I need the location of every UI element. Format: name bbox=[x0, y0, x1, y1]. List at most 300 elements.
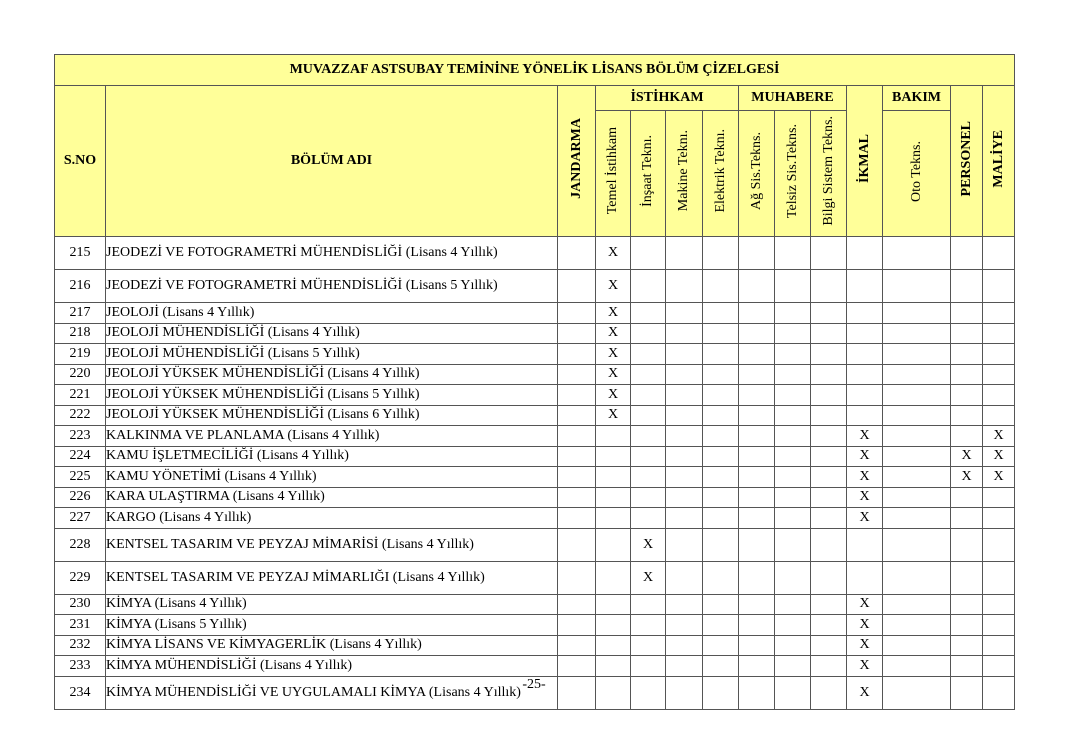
mark-cell bbox=[631, 303, 666, 324]
header-temel-istihkam bbox=[596, 111, 631, 237]
mark-cell bbox=[775, 344, 811, 365]
mark-cell bbox=[558, 594, 596, 615]
mark-cell bbox=[558, 426, 596, 447]
header-sno: S.NO bbox=[55, 86, 106, 237]
table-row bbox=[55, 635, 1015, 656]
mark-cell bbox=[847, 528, 883, 561]
row-number: 222 bbox=[55, 405, 106, 426]
mark-cell bbox=[703, 594, 739, 615]
mark-cell bbox=[883, 385, 951, 406]
mark-cell bbox=[703, 303, 739, 324]
mark-cell bbox=[739, 656, 775, 677]
mark-cell bbox=[951, 656, 983, 677]
mark-cell bbox=[983, 270, 1015, 303]
mark-cell bbox=[811, 364, 847, 385]
row-number: 220 bbox=[55, 364, 106, 385]
mark-cell bbox=[739, 446, 775, 467]
mark-cell bbox=[775, 385, 811, 406]
table-row bbox=[55, 237, 1015, 270]
mark-cell bbox=[666, 303, 703, 324]
mark-cell: X bbox=[951, 446, 983, 467]
mark-cell bbox=[811, 528, 847, 561]
row-number: 215 bbox=[55, 237, 106, 270]
mark-cell bbox=[666, 594, 703, 615]
header-ag-label: Ağ Sis.Tekns. bbox=[748, 132, 764, 210]
row-number: 231 bbox=[55, 615, 106, 636]
header-ikmal bbox=[847, 86, 883, 237]
mark-cell bbox=[883, 594, 951, 615]
table-row bbox=[55, 426, 1015, 447]
mark-cell bbox=[558, 635, 596, 656]
table-row bbox=[55, 270, 1015, 303]
mark-cell bbox=[883, 344, 951, 365]
mark-cell bbox=[811, 405, 847, 426]
mark-cell bbox=[739, 615, 775, 636]
mark-cell: X bbox=[631, 528, 666, 561]
header-muhabere: MUHABERE bbox=[739, 86, 847, 111]
mark-cell bbox=[883, 303, 951, 324]
department-name: JEODEZİ VE FOTOGRAMETRİ MÜHENDİSLİĞİ (Lisans 4 Yıllık) bbox=[106, 237, 558, 270]
mark-cell bbox=[596, 426, 631, 447]
department-name: JEOLOJİ YÜKSEK MÜHENDİSLİĞİ (Lisans 4 Yıllık) bbox=[106, 364, 558, 385]
mark-cell: X bbox=[596, 344, 631, 365]
mark-cell: X bbox=[983, 446, 1015, 467]
mark-cell bbox=[739, 344, 775, 365]
mark-cell bbox=[883, 656, 951, 677]
mark-cell bbox=[951, 364, 983, 385]
table-row bbox=[55, 364, 1015, 385]
mark-cell bbox=[666, 405, 703, 426]
mark-cell bbox=[775, 303, 811, 324]
row-number: 226 bbox=[55, 487, 106, 508]
mark-cell bbox=[983, 364, 1015, 385]
mark-cell: X bbox=[847, 487, 883, 508]
header-personel bbox=[951, 86, 983, 237]
row-number: 219 bbox=[55, 344, 106, 365]
mark-cell bbox=[666, 344, 703, 365]
mark-cell bbox=[703, 405, 739, 426]
lisans-bolum-table bbox=[54, 54, 1015, 710]
header-elektrik-label: Elektrik Teknı. bbox=[712, 129, 728, 213]
mark-cell bbox=[558, 237, 596, 270]
mark-cell bbox=[951, 323, 983, 344]
mark-cell bbox=[631, 508, 666, 529]
row-number: 218 bbox=[55, 323, 106, 344]
table-row bbox=[55, 446, 1015, 467]
header-personel-label: PERSONEL bbox=[958, 120, 974, 197]
mark-cell bbox=[811, 508, 847, 529]
department-name: JEOLOJİ MÜHENDİSLİĞİ (Lisans 4 Yıllık) bbox=[106, 323, 558, 344]
mark-cell bbox=[666, 426, 703, 447]
mark-cell bbox=[631, 426, 666, 447]
mark-cell: X bbox=[847, 508, 883, 529]
mark-cell bbox=[631, 467, 666, 488]
header-insaat bbox=[631, 111, 666, 237]
mark-cell bbox=[739, 561, 775, 594]
row-number: 232 bbox=[55, 635, 106, 656]
mark-cell bbox=[703, 635, 739, 656]
mark-cell bbox=[558, 487, 596, 508]
mark-cell bbox=[558, 364, 596, 385]
header-elektrik bbox=[703, 111, 739, 237]
mark-cell bbox=[847, 364, 883, 385]
mark-cell: X bbox=[596, 405, 631, 426]
row-number: 217 bbox=[55, 303, 106, 324]
mark-cell bbox=[631, 594, 666, 615]
header-temel-istihkam-label: Temel İstihkam bbox=[605, 127, 620, 215]
department-name: KENTSEL TASARIM VE PEYZAJ MİMARİSİ (Lisans 4 Yıllık) bbox=[106, 528, 558, 561]
row-number: 224 bbox=[55, 446, 106, 467]
row-number: 223 bbox=[55, 426, 106, 447]
mark-cell bbox=[775, 237, 811, 270]
mark-cell bbox=[666, 237, 703, 270]
header-oto bbox=[883, 111, 951, 237]
mark-cell bbox=[666, 446, 703, 467]
mark-cell bbox=[558, 615, 596, 636]
mark-cell bbox=[775, 446, 811, 467]
mark-cell bbox=[983, 237, 1015, 270]
mark-cell bbox=[883, 615, 951, 636]
row-number: 229 bbox=[55, 561, 106, 594]
mark-cell bbox=[631, 323, 666, 344]
mark-cell bbox=[739, 467, 775, 488]
header-oto-label: Oto Tekns. bbox=[908, 140, 924, 202]
mark-cell bbox=[847, 303, 883, 324]
mark-cell bbox=[983, 487, 1015, 508]
mark-cell bbox=[883, 467, 951, 488]
mark-cell: X bbox=[847, 676, 883, 709]
mark-cell bbox=[666, 467, 703, 488]
department-name: KARA ULAŞTIRMA (Lisans 4 Yıllık) bbox=[106, 487, 558, 508]
table-body bbox=[55, 237, 1015, 710]
mark-cell bbox=[703, 615, 739, 636]
mark-cell bbox=[558, 385, 596, 406]
mark-cell: X bbox=[847, 656, 883, 677]
mark-cell: X bbox=[596, 270, 631, 303]
mark-cell bbox=[983, 635, 1015, 656]
row-number: 227 bbox=[55, 508, 106, 529]
header-bakim: BAKIM bbox=[883, 86, 951, 111]
mark-cell bbox=[983, 615, 1015, 636]
mark-cell: X bbox=[983, 467, 1015, 488]
mark-cell bbox=[703, 528, 739, 561]
mark-cell bbox=[739, 385, 775, 406]
mark-cell bbox=[951, 508, 983, 529]
mark-cell: X bbox=[847, 446, 883, 467]
mark-cell bbox=[558, 528, 596, 561]
mark-cell bbox=[666, 656, 703, 677]
mark-cell bbox=[883, 487, 951, 508]
mark-cell bbox=[951, 270, 983, 303]
mark-cell bbox=[666, 508, 703, 529]
mark-cell bbox=[951, 426, 983, 447]
mark-cell bbox=[983, 385, 1015, 406]
mark-cell bbox=[703, 446, 739, 467]
row-number: 228 bbox=[55, 528, 106, 561]
mark-cell bbox=[703, 656, 739, 677]
table-row bbox=[55, 303, 1015, 324]
mark-cell bbox=[983, 594, 1015, 615]
mark-cell bbox=[951, 561, 983, 594]
mark-cell bbox=[951, 385, 983, 406]
header-bolum-adi: BÖLÜM ADI bbox=[106, 86, 558, 237]
table-title: MUVAZZAF ASTSUBAY TEMİNİNE YÖNELİK LİSANS BÖLÜM ÇİZELGESİ bbox=[55, 55, 1015, 86]
mark-cell bbox=[811, 594, 847, 615]
table-row bbox=[55, 323, 1015, 344]
mark-cell bbox=[703, 385, 739, 406]
mark-cell bbox=[596, 508, 631, 529]
mark-cell bbox=[558, 467, 596, 488]
mark-cell bbox=[703, 426, 739, 447]
mark-cell bbox=[811, 237, 847, 270]
header-jandarma-label: JANDARMA bbox=[568, 118, 584, 199]
mark-cell bbox=[666, 528, 703, 561]
header-ag bbox=[739, 111, 775, 237]
mark-cell bbox=[631, 446, 666, 467]
mark-cell bbox=[811, 446, 847, 467]
mark-cell bbox=[739, 594, 775, 615]
mark-cell bbox=[983, 561, 1015, 594]
row-number: 221 bbox=[55, 385, 106, 406]
mark-cell bbox=[596, 528, 631, 561]
mark-cell bbox=[631, 635, 666, 656]
mark-cell bbox=[739, 487, 775, 508]
mark-cell bbox=[775, 405, 811, 426]
mark-cell bbox=[739, 635, 775, 656]
table-row bbox=[55, 508, 1015, 529]
mark-cell bbox=[775, 323, 811, 344]
mark-cell bbox=[811, 270, 847, 303]
mark-cell bbox=[983, 528, 1015, 561]
mark-cell bbox=[883, 237, 951, 270]
mark-cell bbox=[775, 364, 811, 385]
mark-cell bbox=[775, 561, 811, 594]
mark-cell bbox=[847, 270, 883, 303]
mark-cell bbox=[811, 656, 847, 677]
mark-cell bbox=[811, 303, 847, 324]
table-row bbox=[55, 615, 1015, 636]
mark-cell bbox=[811, 323, 847, 344]
header-maliye bbox=[983, 86, 1015, 237]
mark-cell bbox=[666, 487, 703, 508]
mark-cell bbox=[739, 426, 775, 447]
mark-cell bbox=[596, 635, 631, 656]
mark-cell bbox=[596, 656, 631, 677]
mark-cell bbox=[703, 237, 739, 270]
mark-cell bbox=[883, 323, 951, 344]
header-telsiz-label: Telsiz Sis.Tekns. bbox=[784, 123, 800, 219]
mark-cell bbox=[558, 344, 596, 365]
mark-cell bbox=[739, 528, 775, 561]
table-row bbox=[55, 344, 1015, 365]
mark-cell bbox=[983, 508, 1015, 529]
mark-cell: X bbox=[847, 615, 883, 636]
header-jandarma bbox=[558, 86, 596, 237]
mark-cell bbox=[951, 237, 983, 270]
department-name: JEOLOJİ YÜKSEK MÜHENDİSLİĞİ (Lisans 5 Yıllık) bbox=[106, 385, 558, 406]
mark-cell bbox=[883, 508, 951, 529]
mark-cell bbox=[983, 303, 1015, 324]
row-number: 230 bbox=[55, 594, 106, 615]
department-name: JEOLOJİ (Lisans 4 Yıllık) bbox=[106, 303, 558, 324]
table-row bbox=[55, 656, 1015, 677]
mark-cell bbox=[666, 323, 703, 344]
mark-cell bbox=[811, 635, 847, 656]
mark-cell bbox=[558, 323, 596, 344]
mark-cell bbox=[811, 615, 847, 636]
row-number: 233 bbox=[55, 656, 106, 677]
mark-cell bbox=[739, 270, 775, 303]
mark-cell bbox=[631, 405, 666, 426]
mark-cell bbox=[703, 323, 739, 344]
row-number: 234 bbox=[55, 676, 106, 709]
mark-cell bbox=[558, 446, 596, 467]
department-name: KENTSEL TASARIM VE PEYZAJ MİMARLIĞI (Lisans 4 Yıllık) bbox=[106, 561, 558, 594]
mark-cell: X bbox=[951, 467, 983, 488]
department-name: JEOLOJİ MÜHENDİSLİĞİ (Lisans 5 Yıllık) bbox=[106, 344, 558, 365]
department-name: KAMU İŞLETMECİLİĞİ (Lisans 4 Yıllık) bbox=[106, 446, 558, 467]
row-number: 216 bbox=[55, 270, 106, 303]
mark-cell bbox=[703, 561, 739, 594]
mark-cell bbox=[883, 446, 951, 467]
mark-cell: X bbox=[596, 303, 631, 324]
mark-cell bbox=[558, 508, 596, 529]
mark-cell bbox=[558, 270, 596, 303]
mark-cell bbox=[811, 561, 847, 594]
mark-cell bbox=[951, 344, 983, 365]
department-name: KAMU YÖNETİMİ (Lisans 4 Yıllık) bbox=[106, 467, 558, 488]
mark-cell bbox=[596, 467, 631, 488]
mark-cell bbox=[847, 405, 883, 426]
mark-cell bbox=[739, 364, 775, 385]
mark-cell bbox=[983, 656, 1015, 677]
mark-cell bbox=[951, 405, 983, 426]
department-name: KİMYA MÜHENDİSLİĞİ (Lisans 4 Yıllık) bbox=[106, 656, 558, 677]
header-bilgi-label: Bilgi Sistem Tekns. bbox=[820, 116, 836, 226]
mark-cell bbox=[739, 303, 775, 324]
mark-cell bbox=[983, 344, 1015, 365]
mark-cell bbox=[847, 323, 883, 344]
mark-cell bbox=[775, 270, 811, 303]
mark-cell: X bbox=[983, 426, 1015, 447]
mark-cell bbox=[951, 635, 983, 656]
mark-cell bbox=[631, 270, 666, 303]
mark-cell bbox=[951, 615, 983, 636]
department-name: KİMYA (Lisans 4 Yıllık) bbox=[106, 594, 558, 615]
mark-cell bbox=[951, 303, 983, 324]
department-name: KARGO (Lisans 4 Yıllık) bbox=[106, 508, 558, 529]
row-number: 225 bbox=[55, 467, 106, 488]
mark-cell bbox=[703, 270, 739, 303]
mark-cell bbox=[666, 561, 703, 594]
mark-cell bbox=[596, 615, 631, 636]
mark-cell bbox=[811, 344, 847, 365]
table-row bbox=[55, 561, 1015, 594]
header-ikmal-label: İKMAL bbox=[856, 134, 872, 183]
mark-cell: X bbox=[596, 385, 631, 406]
table-row bbox=[55, 594, 1015, 615]
mark-cell bbox=[666, 615, 703, 636]
mark-cell bbox=[847, 344, 883, 365]
mark-cell bbox=[883, 426, 951, 447]
mark-cell bbox=[775, 528, 811, 561]
mark-cell bbox=[951, 594, 983, 615]
mark-cell bbox=[596, 446, 631, 467]
mark-cell bbox=[631, 364, 666, 385]
header-insaat-label: İnşaat Teknı. bbox=[640, 135, 655, 207]
table-row bbox=[55, 385, 1015, 406]
mark-cell bbox=[847, 561, 883, 594]
header-istihkam: İSTİHKAM bbox=[596, 86, 739, 111]
mark-cell bbox=[847, 385, 883, 406]
header-makine bbox=[666, 111, 703, 237]
table-row bbox=[55, 528, 1015, 561]
mark-cell bbox=[775, 467, 811, 488]
mark-cell bbox=[775, 487, 811, 508]
mark-cell bbox=[983, 323, 1015, 344]
mark-cell bbox=[951, 528, 983, 561]
mark-cell bbox=[596, 561, 631, 594]
mark-cell bbox=[775, 656, 811, 677]
mark-cell bbox=[666, 385, 703, 406]
mark-cell bbox=[558, 303, 596, 324]
mark-cell bbox=[775, 508, 811, 529]
mark-cell bbox=[631, 615, 666, 636]
department-name: KİMYA LİSANS VE KİMYAGERLİK (Lisans 4 Yıllık) bbox=[106, 635, 558, 656]
mark-cell bbox=[739, 508, 775, 529]
mark-cell bbox=[631, 385, 666, 406]
mark-cell bbox=[883, 561, 951, 594]
mark-cell bbox=[703, 508, 739, 529]
mark-cell bbox=[666, 270, 703, 303]
table-row bbox=[55, 487, 1015, 508]
mark-cell bbox=[983, 405, 1015, 426]
mark-cell: X bbox=[596, 364, 631, 385]
mark-cell bbox=[666, 364, 703, 385]
page-number: -25- bbox=[522, 677, 546, 692]
mark-cell bbox=[558, 561, 596, 594]
mark-cell bbox=[703, 467, 739, 488]
mark-cell bbox=[883, 528, 951, 561]
mark-cell bbox=[596, 594, 631, 615]
mark-cell bbox=[847, 237, 883, 270]
mark-cell: X bbox=[631, 561, 666, 594]
mark-cell: X bbox=[847, 635, 883, 656]
header-makine-label: Makine Teknı. bbox=[676, 130, 691, 212]
mark-cell bbox=[739, 323, 775, 344]
mark-cell bbox=[883, 635, 951, 656]
mark-cell bbox=[631, 344, 666, 365]
mark-cell bbox=[883, 405, 951, 426]
mark-cell: X bbox=[847, 467, 883, 488]
mark-cell bbox=[775, 426, 811, 447]
mark-cell bbox=[811, 385, 847, 406]
header-bilgi bbox=[811, 111, 847, 237]
mark-cell: X bbox=[596, 323, 631, 344]
header-telsiz bbox=[775, 111, 811, 237]
mark-cell bbox=[703, 487, 739, 508]
department-name: JEODEZİ VE FOTOGRAMETRİ MÜHENDİSLİĞİ (Lisans 5 Yıllık) bbox=[106, 270, 558, 303]
mark-cell bbox=[775, 594, 811, 615]
mark-cell bbox=[703, 364, 739, 385]
mark-cell bbox=[631, 656, 666, 677]
department-name: JEOLOJİ YÜKSEK MÜHENDİSLİĞİ (Lisans 6 Yıllık) bbox=[106, 405, 558, 426]
header-maliye-label: MALİYE bbox=[990, 129, 1006, 188]
mark-cell bbox=[775, 635, 811, 656]
mark-cell bbox=[631, 237, 666, 270]
mark-cell bbox=[811, 426, 847, 447]
mark-cell bbox=[883, 364, 951, 385]
